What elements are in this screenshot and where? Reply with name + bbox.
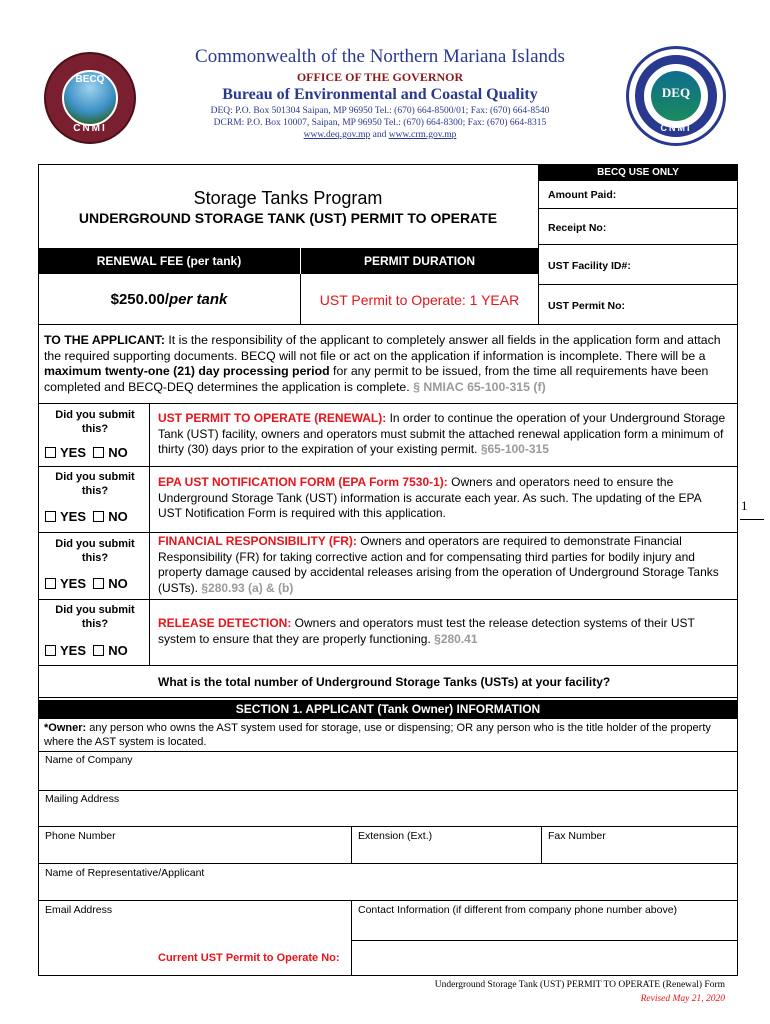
facility-id-field[interactable]: UST Facility ID#: xyxy=(548,260,631,272)
item-4-text: Owners and operators must test the release detection systems of their UST system to ensure that they are properly functioning. xyxy=(158,616,695,646)
representative-field[interactable]: Name of Representative/Applicant xyxy=(45,867,205,879)
fee-amount xyxy=(38,291,300,308)
fax-number-field[interactable]: Fax Number xyxy=(548,830,606,842)
no-checkbox-1[interactable] xyxy=(93,447,104,458)
checkbox-group-4 xyxy=(45,643,128,658)
item-1-ref: §65-100-315 xyxy=(480,442,549,456)
seal-right-base: CNMI xyxy=(660,123,692,133)
yes-label-3: YES xyxy=(60,576,87,591)
item-3-title: FINANCIAL RESPONSIBILITY (FR): xyxy=(158,534,357,548)
extension-field[interactable]: Extension (Ext.) xyxy=(358,830,433,842)
commonwealth-title: Commonwealth of the Northern Mariana Islands xyxy=(195,46,565,67)
owner-text: any person who owns the AST system used for storage, use or dispensing; OR any person who is the title holder of the property where the AST system is located. xyxy=(44,722,711,748)
permit-duration-value: UST Permit to Operate: 1 YEAR xyxy=(319,292,520,308)
becq-use-only-header: BECQ USE ONLY xyxy=(538,164,738,181)
bureau-title: Bureau of Environmental and Coastal Quality xyxy=(222,86,538,103)
item-1-text: In order to continue the operation of your Underground Storage Tank (UST) facility, owners and operators must submit the attached renewal application form a minimum of thirty (30) days prior to the expiration of your existing permit. xyxy=(158,411,726,456)
seal-left-abbr: BECQ xyxy=(75,74,105,85)
mailing-address-field[interactable]: Mailing Address xyxy=(45,793,120,805)
footer-form-name: Underground Storage Tank (UST) PERMIT TO OPERATE (Renewal) Form xyxy=(434,980,725,990)
deq-website-link[interactable]: www.deq.gov.mp xyxy=(303,130,371,140)
section1-header: SECTION 1. APPLICANT (Tank Owner) INFORMATION xyxy=(38,700,738,719)
no-label-2: NO xyxy=(108,509,128,524)
crm-website-link[interactable]: www.crm.gov.mp xyxy=(388,130,457,140)
applicant-note-lead: TO THE APPLICANT: xyxy=(44,333,165,347)
contact-info-field[interactable]: Contact Information (if different from company phone number above) xyxy=(358,904,678,916)
yes-checkbox-2[interactable] xyxy=(45,511,56,522)
checkbox-group-2 xyxy=(45,509,128,524)
yes-checkbox-4[interactable] xyxy=(45,645,56,656)
email-address-field[interactable]: Email Address xyxy=(45,904,113,916)
permit-no-field[interactable]: UST Permit No: xyxy=(548,300,626,312)
checklist-item-4 xyxy=(158,616,728,647)
applicant-note-ref: § NMIAC 65-100-315 (f) xyxy=(413,379,546,394)
yes-label-2: YES xyxy=(60,509,87,524)
yes-checkbox-3[interactable] xyxy=(45,578,56,589)
no-label-1: NO xyxy=(108,445,128,460)
applicant-note-text1: It is the responsibility of the applicant to completely answer all fields in the application form and attach the required supporting documents. BECQ will not file or act on the application if information is incomplete. There will be a xyxy=(44,333,721,363)
item-2-text: Owners and operators need to ensure the Underground Storage Tank (UST) information is accurate each year. As such. The updating of the EPA UST Notification Form is required with this application. xyxy=(158,475,701,520)
phone-number-field[interactable]: Phone Number xyxy=(45,830,116,842)
total-usts-question[interactable]: What is the total number of Underground Storage Tanks (USTs) at your facility? xyxy=(158,675,611,689)
applicant-note-text2: for any permit to be issued, from the time all requirements have been completed and BECQ-DEQ determines the application is complete. xyxy=(44,364,709,394)
page-number: 1 xyxy=(741,498,748,513)
yes-label-1: YES xyxy=(60,445,87,460)
dcrm-contact: DCRM: P.O. Box 10007, Saipan, MP 96950 Tel.: (670) 664-8300; Fax: (670) 664-8315 xyxy=(213,118,547,128)
owner-lead: *Owner: xyxy=(44,722,87,734)
program-title: Storage Tanks Program xyxy=(193,188,383,208)
did-you-submit-3: Did you submit this? xyxy=(55,538,135,564)
did-you-submit-4: Did you submit this? xyxy=(55,604,135,630)
footer-revised-date: Revised May 21, 2020 xyxy=(640,994,725,1004)
receipt-no-field[interactable]: Receipt No: xyxy=(548,222,607,234)
no-label-4: NO xyxy=(108,643,128,658)
fee-unit: per tank xyxy=(169,291,228,308)
seal-left-base: CNMI xyxy=(73,123,107,134)
renewal-fee-header: RENEWAL FEE (per tank) xyxy=(38,248,300,274)
checklist-item-2 xyxy=(158,475,728,522)
checklist-item-1 xyxy=(158,411,728,458)
checklist-item-3 xyxy=(158,534,728,596)
applicant-note-bold: maximum twenty-one (21) day processing period xyxy=(44,364,330,378)
becq-seal-logo xyxy=(44,52,136,144)
amount-paid-field[interactable]: Amount Paid: xyxy=(548,189,617,201)
no-checkbox-4[interactable] xyxy=(93,645,104,656)
did-you-submit-1: Did you submit this? xyxy=(55,409,135,435)
no-checkbox-2[interactable] xyxy=(93,511,104,522)
yes-checkbox-1[interactable] xyxy=(45,447,56,458)
item-1-title: UST PERMIT TO OPERATE (RENEWAL): xyxy=(158,411,387,425)
owner-definition xyxy=(44,721,734,749)
current-permit-label: Current UST Permit to Operate No: xyxy=(158,952,340,964)
checkbox-group-3 xyxy=(45,576,128,591)
permit-duration-header: PERMIT DURATION xyxy=(301,248,538,274)
company-name-field[interactable]: Name of Company xyxy=(45,754,133,766)
yes-label-4: YES xyxy=(60,643,87,658)
item-3-ref: §280.93 (a) & (b) xyxy=(201,580,294,595)
item-3-text: Owners and operators are required to demonstrate Financial Responsibility (FR) for taking corrective action and for compensating third parties for bodily injury and property damage caused by accidental releases arising from the operation of Underground Storage Tanks (USTs). xyxy=(158,534,719,595)
and-text: and xyxy=(370,130,389,140)
deq-contact: DEQ: P.O. Box 501304 Saipan, MP 96950 Tel.: (670) 664-8500/01; Fax: (670) 664-8540 xyxy=(210,106,550,116)
item-2-title: EPA UST NOTIFICATION FORM (EPA Form 7530-1): xyxy=(158,475,448,489)
applicant-note xyxy=(44,333,732,395)
item-4-title: RELEASE DETECTION: xyxy=(158,616,292,630)
office-governor: OFFICE OF THE GOVERNOR xyxy=(296,70,464,84)
no-label-3: NO xyxy=(108,576,128,591)
fee-amount-value: $250.00/ xyxy=(110,291,170,308)
checkbox-group-1 xyxy=(45,445,128,460)
seal-right-abbr: DEQ xyxy=(661,85,691,100)
permit-title: UNDERGROUND STORAGE TANK (UST) PERMIT TO OPERATE xyxy=(78,210,498,226)
website-links xyxy=(150,130,610,140)
no-checkbox-3[interactable] xyxy=(93,578,104,589)
deq-seal-logo xyxy=(626,46,726,146)
item-4-ref: §280.41 xyxy=(434,631,478,646)
did-you-submit-2: Did you submit this? xyxy=(55,471,135,497)
